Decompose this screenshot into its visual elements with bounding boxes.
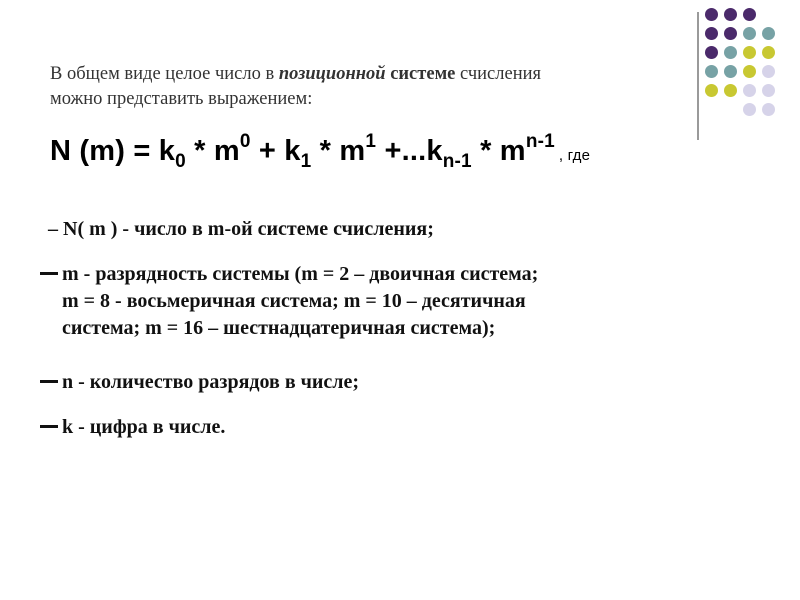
decorative-dot [743,65,756,78]
decorative-dot [762,103,775,116]
list-item-line1: m - разрядность системы (m = 2 – двоичная система; [62,263,539,285]
formula-lhs: N (m) = k [50,135,176,167]
formula-sub-1: 1 [300,151,312,172]
list-item-k [40,414,225,441]
formula-sup-n1: n-1 [525,131,555,152]
decorative-dot [762,84,775,97]
decorative-dot [743,84,756,97]
list-item-text: k - цифра в числе. [62,416,226,438]
intro-bold: системе [390,64,456,84]
decorative-dot [762,27,775,40]
formula-term2: + k [250,135,301,167]
formula-term4: +...k [376,135,443,167]
decorative-dot [705,8,718,21]
list-item-n-m [48,216,434,243]
decorative-dot [724,46,737,59]
decorative-dot [705,46,718,59]
intro-emphasis: позиционной [278,64,386,84]
decorative-dot [762,46,775,59]
formula-term3: * m [311,135,366,167]
decorative-dot-grid [705,8,785,128]
formula-sub-n1: n-1 [442,151,472,172]
list-item-text: n - количество разрядов в числе; [62,371,360,393]
intro-part3: счисления [455,64,542,84]
list-item-text: N( m ) - число в m-ой системе счисления; [63,218,434,240]
decorative-dot [743,103,756,116]
formula-term1: * m [185,135,240,167]
formula-sub-0: 0 [175,151,186,172]
en-dash-marker: – [48,218,58,240]
formula-sup-0: 0 [239,131,251,152]
bullet-dash-icon [40,380,58,383]
formula-term5: * m [471,135,526,167]
intro-part1: В общем виде целое число в [50,64,279,84]
list-item-n [40,369,359,396]
intro-line2: можно представить выражением: [50,89,313,109]
formula-sup-1: 1 [365,131,377,152]
formula [50,131,591,172]
list-item-line2: m = 8 - восьмеричная система; m = 10 – десятичная [62,290,526,312]
formula-tail: , где [558,147,591,164]
bullet-dash-icon [40,272,58,275]
decorative-dot [705,84,718,97]
decorative-vertical-line [697,12,699,140]
bullet-dash-icon [40,425,58,428]
decorative-dot [743,27,756,40]
decorative-dot [724,84,737,97]
intro-text [50,62,670,112]
decorative-dot [762,65,775,78]
decorative-dot [724,65,737,78]
decorative-dot [743,46,756,59]
decorative-dot [743,8,756,21]
list-item-line3: система; m = 16 – шестнадцатеричная система); [62,317,496,339]
decorative-dot [705,65,718,78]
decorative-dot [724,8,737,21]
decorative-dot [724,27,737,40]
decorative-dot [705,27,718,40]
list-item-m [40,261,538,342]
